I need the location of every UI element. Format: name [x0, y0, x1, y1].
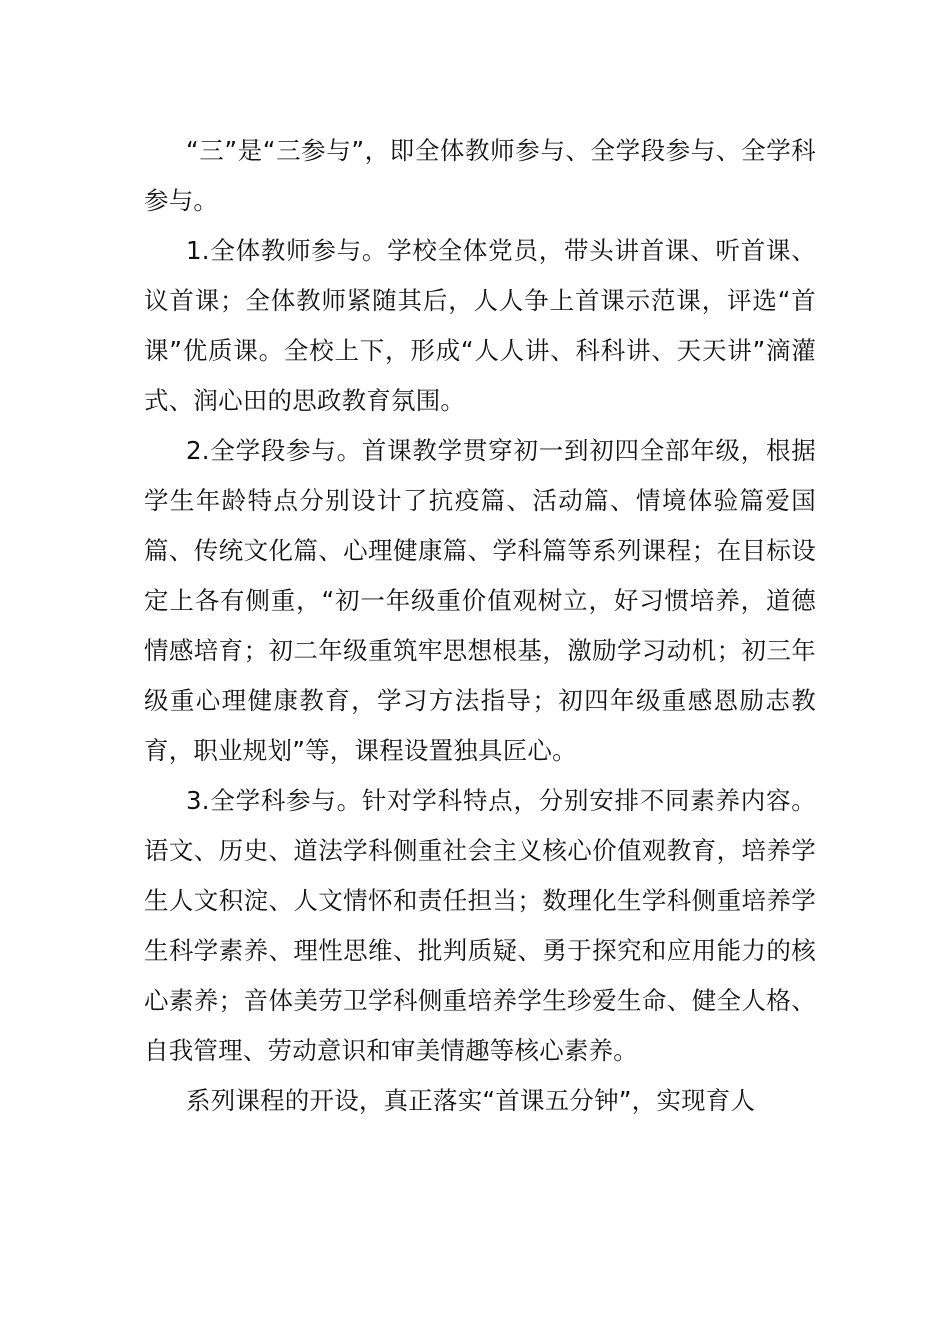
paragraph-series-courses: 系列课程的开设，真正落实“首课五分钟”，实现育人: [186, 1086, 756, 1115]
paragraph-three-participations: “三”是“三参与”，即全体教师参与、全学段参与、全学科参与。: [144, 136, 816, 215]
document-body: [144, 126, 816, 1126]
paragraph-all-teachers: 1.全体教师参与。学校全体党员，带头讲首课、听首课、议首课；全体教师紧随其后，人人争上首课示范课，评选“首课”优质课。全校上下，形成“人人讲、科科讲、天天讲”滴灌式、润心田的思政教育氛围。: [144, 236, 816, 415]
paragraph-all-grades: 2.全学段参与。首课教学贯穿初一到初四全部年级，根据学生年龄特点分别设计了抗疫篇、活动篇、情境体验篇爱国篇、传统文化篇、心理健康篇、学科篇等系列课程；在目标设定上各有侧重，“初一年级重价值观树立，好习惯培养，道德情感培育；初二年级重筑牢思想根基，激励学习动机；初三年级重心理健康教育，学习方法指导；初四年级重感恩励志教育，职业规划”等，课程设置独具匠心。: [144, 436, 816, 765]
paragraph-all-subjects: 3.全学科参与。针对学科特点，分别安排不同素养内容。语文、历史、道法学科侧重社会主义核心价值观教育，培养学生人文积淀、人文情怀和责任担当；数理化生学科侧重培养学生科学素养、理性思维、批判质疑、勇于探究和应用能力的核心素养；音体美劳卫学科侧重培养学生珍爱生命、健全人格、自我管理、劳动意识和审美情趣等核心素养。: [144, 786, 816, 1065]
